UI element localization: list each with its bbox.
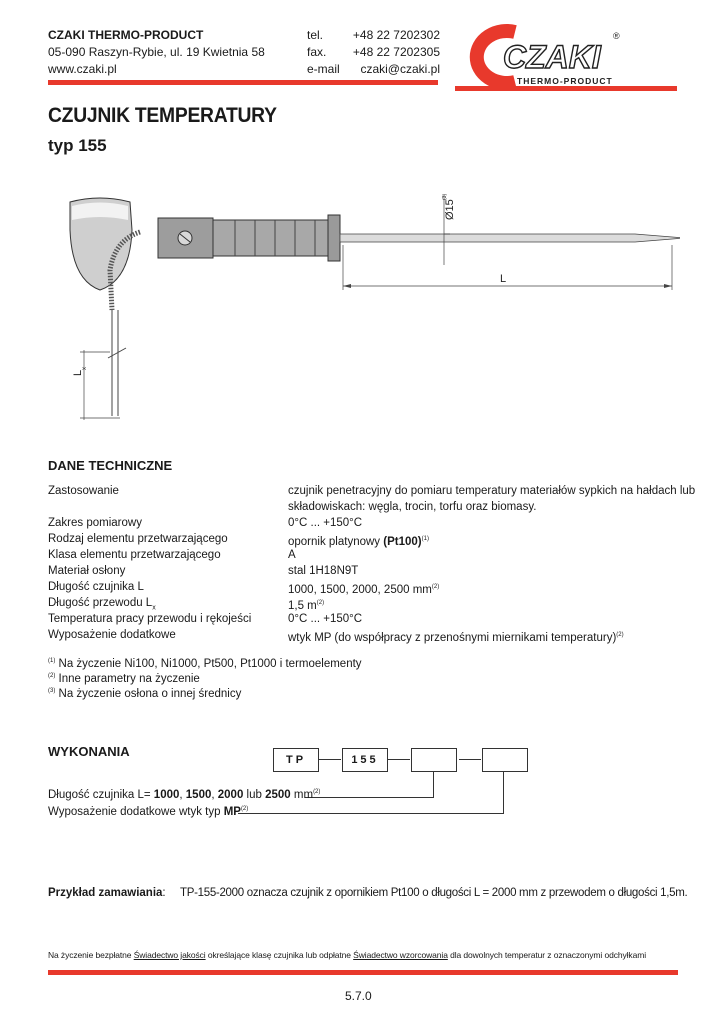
footnote-mark: (3)	[48, 688, 56, 695]
spec-label: Rodzaj elementu przetwarzającego	[48, 533, 228, 545]
variant-text: Wyposażenie dodatkowe wtyk typ	[48, 806, 224, 818]
company-name: CZAKI THERMO-PRODUCT	[48, 28, 204, 42]
connector-line	[503, 771, 504, 813]
spec-value: 1,5 m	[288, 599, 317, 612]
code-box-tp: TP	[273, 748, 319, 772]
spec-label: Materiał osłony	[48, 565, 126, 577]
code-box-option	[482, 748, 528, 772]
diameter-label: Ø15	[444, 199, 456, 220]
quality-certificate-link[interactable]: Świadectwo jakości	[133, 950, 206, 960]
spec-value: czujnik penetracyjny do pomiaru temperatury materiałów sypkich na hałdach lub	[288, 485, 696, 497]
logo-red-bar	[455, 86, 677, 91]
spec-value: A	[288, 549, 296, 561]
footer-text: dla dowolnych temperatur z oznaczonymi odchyłkami	[447, 950, 646, 960]
variant-text: ,	[179, 789, 186, 801]
lead-label: L	[72, 369, 84, 376]
spec-value: stal 1H18N9T	[288, 565, 359, 577]
footnote-text: Inne parametry na życzenie	[55, 673, 200, 685]
email-label: e-mail	[307, 62, 340, 76]
code-dash	[388, 759, 410, 760]
contact-labels	[307, 27, 340, 78]
order-example-label	[48, 887, 166, 899]
logo-registered: ®	[613, 31, 620, 41]
variant-length-line	[48, 789, 320, 801]
sensor-drawing	[60, 190, 680, 430]
page-title: CZUJNIK TEMPERATURY	[48, 104, 277, 127]
spec-value: 0°C ... +150°C	[288, 613, 363, 625]
order-example-text: TP-155-2000 oznacza czujnik z opornikiem Pt100 o długości L = 2000 mm z przewodem o długości 1,5m.	[180, 887, 688, 899]
spec-value-group	[288, 627, 624, 646]
footer-red-bar	[48, 970, 678, 975]
spec-note: (2)	[616, 632, 624, 638]
spec-note: (1)	[421, 536, 429, 542]
spec-note: (2)	[316, 600, 325, 606]
fax-value: +48 22 7202305	[352, 45, 440, 59]
header-red-bar	[48, 80, 438, 85]
example-colon: :	[162, 887, 166, 899]
page-number: 5.7.0	[345, 989, 372, 1003]
footer-text: Na życzenie bezpłatne	[48, 950, 134, 960]
spec-value: wtyk MP (do współpracy z przenośnymi miernikami temperatury)	[288, 631, 617, 644]
footnote-text: Na życzenie Ni100, Ni1000, Pt500, Pt1000 i termoelementy	[55, 658, 362, 670]
company-block	[48, 27, 265, 78]
spec-value-group	[288, 531, 429, 550]
spec-label: Zastosowanie	[48, 485, 119, 497]
calibration-certificate-link[interactable]: Świadectwo wzorcowania	[353, 950, 448, 960]
footnote	[48, 658, 362, 670]
czaki-logo	[455, 22, 630, 90]
code-dash	[459, 759, 481, 760]
footnote-mark: (1)	[48, 658, 56, 665]
variants-heading: WYKONANIA	[48, 744, 130, 759]
code-dash	[319, 759, 341, 760]
variant-value: MP	[223, 806, 241, 818]
variant-option-line	[48, 806, 248, 818]
spec-value: 0°C ... +150°C	[288, 517, 363, 529]
variant-text: lub	[243, 789, 266, 801]
spec-value: 1000, 1500, 2000, 2500 mm	[288, 583, 432, 596]
code-box-length	[411, 748, 457, 772]
company-website[interactable]: www.czaki.pl	[48, 62, 117, 76]
spec-label: Zakres pomiarowy	[48, 517, 142, 529]
variant-value: 1000	[153, 789, 180, 801]
spec-label: Długość przewodu L	[48, 597, 153, 609]
spec-label: Temperatura pracy przewodu i rękojeści	[48, 613, 252, 625]
contact-values	[350, 27, 440, 78]
variant-text: mm	[290, 789, 314, 801]
connector-line	[305, 797, 434, 798]
spec-label: Klasa elementu przetwarzającego	[48, 549, 221, 561]
logo-subtext: THERMO-PRODUCT	[517, 76, 613, 86]
lead-label-sub: x	[82, 367, 88, 370]
page-subtitle: typ 155	[48, 136, 107, 155]
variant-text: ,	[211, 789, 218, 801]
spec-label-sub: x	[152, 604, 156, 612]
variant-value: 1500	[185, 789, 212, 801]
code-box-155: 155	[342, 748, 388, 772]
variant-note: (2)	[240, 806, 249, 813]
example-label: Przykład zamawiania	[48, 887, 163, 899]
variant-text: Długość czujnika L=	[48, 789, 154, 801]
tel-label: tel.	[307, 28, 324, 42]
spec-label: Długość czujnika L	[48, 581, 144, 593]
length-label: L	[500, 273, 507, 285]
logo-text: CZAKI	[503, 39, 601, 75]
footnote-text: Na życzenie osłona o innej średnicy	[55, 688, 242, 700]
variant-note: (2)	[313, 789, 321, 796]
footer-text: określające klasę czujnika lub odpłatne	[205, 950, 354, 960]
spec-label: Wyposażenie dodatkowe	[48, 629, 176, 641]
footnote	[48, 688, 241, 700]
tel-value: +48 22 7202302	[352, 28, 440, 42]
spec-value: składowiskach: węgla, trocin, torfu oraz biomasy.	[288, 501, 537, 513]
connector-line	[433, 771, 434, 797]
spec-value: opornik platynowy	[288, 535, 384, 548]
company-address: 05-090 Raszyn-Rybie, ul. 19 Kwietnia 58	[48, 45, 265, 59]
email-value[interactable]: czaki@czaki.pl	[360, 62, 440, 76]
specs-heading: DANE TECHNICZNE	[48, 458, 173, 473]
spec-note: (2)	[431, 584, 440, 590]
footer-note	[48, 950, 680, 960]
variant-value: 2500	[265, 789, 291, 801]
diameter-note: (3)	[442, 193, 448, 200]
variant-value: 2000	[217, 789, 244, 801]
footnote-mark: (2)	[48, 673, 56, 680]
footnote	[48, 673, 200, 685]
fax-label: fax.	[307, 45, 327, 59]
spec-value-bold: (Pt100)	[383, 535, 422, 548]
connector-line	[238, 813, 504, 814]
